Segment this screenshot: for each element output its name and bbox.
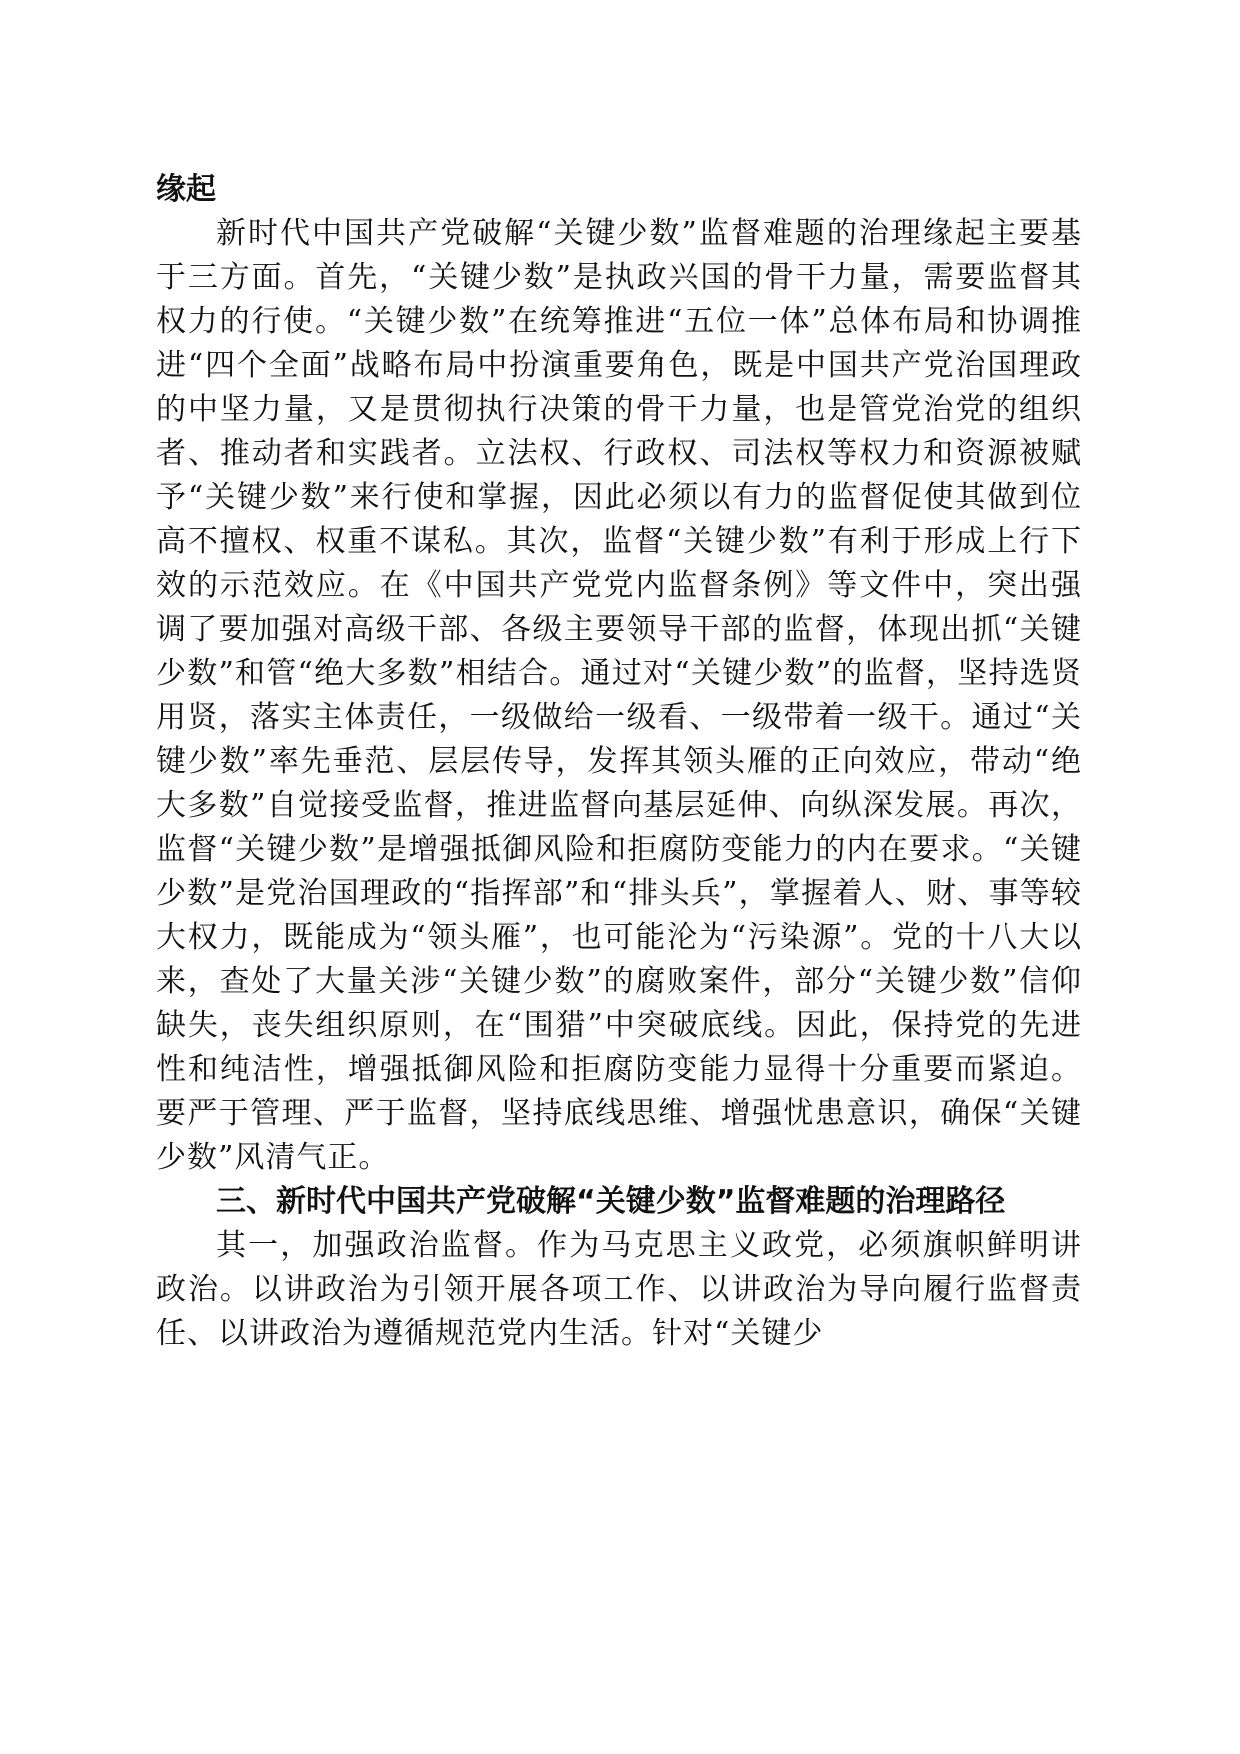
body-paragraph-political-supervision: 其一，加强政治监督。作为马克思主义政党，必须旗帜鲜明讲政治。以讲政治为引领开展各项工作、以讲政治为导向履行监督责任、以讲政治为遵循规范党内生活。针对“关键少 [156, 1228, 1082, 1351]
section-heading-governance-path: 三、新时代中国共产党破解“关键少数”监督难题的治理路径 [216, 1184, 1006, 1219]
document-page [156, 168, 1082, 1356]
body-paragraph-origin: 新时代中国共产党破解“关键少数”监督难题的治理缘起主要基于三方面。首先，“关键少数”是执政兴国的骨干力量，需要监督其权力的行使。“关键少数”在统筹推进“五位一体”总体布局和协调推进“四个全面”战略布局中扮演重要角色，既是中国共产党治国理政的中坚力量，又是贯彻执行决策的骨干力量，也是管党治党的组织者、推动者和实践者。立法权、行政权、司法权等权力和资源被赋予“关键少数”来行使和掌握，因此必须以有力的监督促使其做到位高不擅权、权重不谋私。其次，监督“关键少数”有利于形成上行下效的示范效应。在《中国共产党党内监督条例》等文件中，突出强调了要加强对高级干部、各级主要领导干部的监督，体现出抓“关键少数”和管“绝大多数”相结合。通过对“关键少数”的监督，坚持选贤用贤，落实主体责任，一级做给一级看、一级带着一级干。通过“关键少数”率先垂范、层层传导，发挥其领头雁的正向效应，带动“绝大多数”自觉接受监督，推进监督向基层延伸、向纵深发展。再次，监督“关键少数”是增强抵御风险和拒腐防变能力的内在要求。“关键少数”是党治国理政的“指挥部”和“排头兵”，掌握着人、财、事等较大权力，既能成为“领头雁”，也可能沦为“污染源”。党的十八大以来，查处了大量关涉“关键少数”的腐败案件，部分“关键少数”信仰缺失，丧失组织原则，在“围猎”中突破底线。因此，保持党的先进性和纯洁性，增强抵御风险和拒腐防变能力显得十分重要而紧迫。要严于管理、严于监督，坚持底线思维、增强忧患意识，确保“关键少数”风清气正。 [156, 216, 1082, 1175]
section-heading-origin: 缘起 [156, 172, 216, 207]
